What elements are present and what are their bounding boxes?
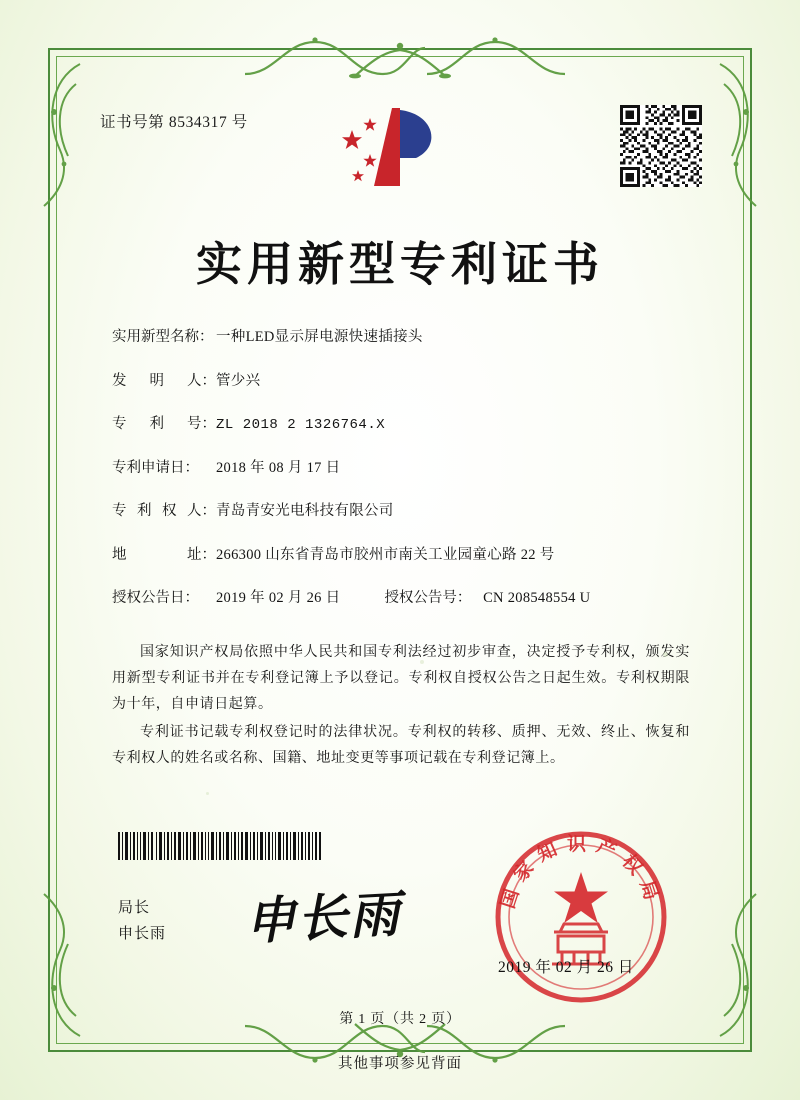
page-number: 第 1 页（共 2 页） — [339, 1012, 461, 1027]
field-label-patent-number-part3: 号： — [187, 416, 216, 432]
field-label-inventor-part3: 人： — [187, 372, 216, 389]
patent-office-logo-icon — [330, 100, 470, 200]
field-label-patentee — [112, 499, 216, 520]
official-seal-icon — [492, 828, 670, 1006]
field-label-address-part2: 址： — [187, 546, 216, 563]
field-label-patent-number-part2: 利 — [149, 416, 164, 432]
field-row-patent-number — [112, 412, 702, 433]
field-value-address: 266300 山东省青岛市胶州市南关工业园童心路 22 号 — [216, 546, 555, 563]
field-label-utility-model-name: 实用新型名称： — [112, 329, 214, 345]
top-ornament-icon — [235, 34, 565, 80]
paper-speckle — [206, 792, 209, 795]
field-row-inventor — [112, 369, 702, 390]
field-label-inventor — [112, 369, 216, 390]
field-value-inventor: 管少兴 — [216, 372, 261, 389]
barcode-icon — [118, 832, 323, 860]
field-label-grant-date: 授权公告日： — [112, 590, 199, 606]
seal-date: 2019 年 02 月 26 日 — [498, 959, 634, 976]
field-label-patentee-part1: 专 — [112, 503, 127, 519]
page-title: 实用新型专利证书 — [196, 239, 604, 290]
field-label-address — [112, 543, 216, 564]
left-top-ornament-icon — [30, 60, 88, 210]
signature-name: 申长雨 — [118, 926, 167, 942]
signature-title: 局长 — [118, 900, 151, 916]
field-row-utility-model-name — [112, 325, 702, 346]
field-label-patentee-part4: 人： — [187, 503, 216, 519]
legal-paragraph-1: 国家知识产权局依照中华人民共和国专利法经过初步审查，决定授予专利权，颁发实用新型专利证书并在专利登记簿上予以登记。专利权自授权公告之日起生效。专利权期限为十年，自申请日起算。 — [112, 645, 690, 712]
field-value-utility-model-name: 一种LED显示屏电源快速插接头 — [216, 329, 423, 345]
field-value-patentee: 青岛青安光电科技有限公司 — [216, 503, 394, 519]
field-value-grant-number: CN 208548554 U — [483, 590, 591, 606]
field-label-application-date: 专利申请日： — [112, 459, 199, 476]
field-row-grant-announcement — [112, 586, 702, 607]
field-row-patentee — [112, 499, 702, 520]
qr-code-icon — [620, 105, 702, 187]
field-label-patent-number-part1: 专 — [112, 416, 127, 432]
certificate-number: 证书号第 8534317 号 — [100, 114, 248, 131]
legal-paragraph-2: 专利证书记载专利权登记时的法律状况。专利权的转移、质押、无效、终止、恢复和专利权人的姓名或名称、国籍、地址变更等事项记载在专利登记簿上。 — [112, 725, 690, 766]
right-top-ornament-icon — [712, 60, 770, 210]
field-value-grant-date: 2019 年 02 月 26 日 — [216, 590, 341, 606]
field-label-patentee-part2: 利 — [137, 503, 152, 519]
field-value-patent-number: ZL 2018 2 1326764.X — [216, 417, 386, 433]
handwritten-signature: 申长雨 — [243, 883, 403, 952]
field-label-address-part1: 地 — [112, 546, 127, 563]
field-row-address — [112, 543, 702, 564]
field-row-application-date — [112, 456, 702, 477]
footer-note: 其他事项参见背面 — [338, 1056, 462, 1072]
field-label-inventor-part1: 发 — [112, 372, 127, 389]
legal-text-block — [112, 640, 690, 774]
field-value-application-date: 2018 年 08 月 17 日 — [216, 459, 341, 476]
fields-block — [112, 325, 702, 630]
svg-text:国家知识产权局: 国家知识产权局 — [497, 834, 665, 912]
field-label-grant-number-text: 授权公告号： — [384, 590, 472, 606]
signature-labels — [118, 895, 166, 947]
field-label-patentee-part3: 权 — [162, 503, 177, 519]
field-label-inventor-part2: 明 — [149, 372, 164, 389]
paper-speckle — [663, 652, 668, 657]
field-label-patent-number — [112, 412, 216, 433]
field-label-grant-number — [384, 586, 590, 607]
paper-speckle — [420, 660, 424, 664]
